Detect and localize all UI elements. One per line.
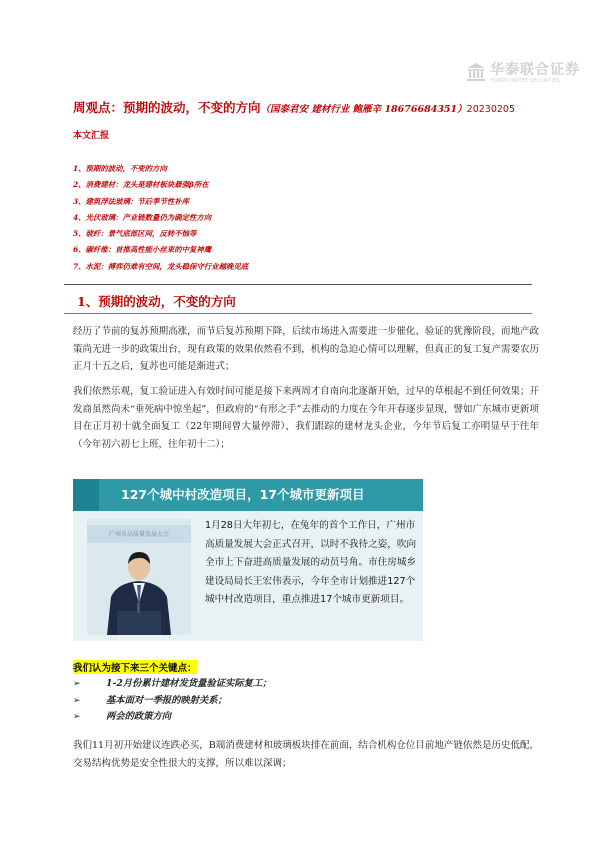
logo-cn-name: 华泰联合证券 xyxy=(490,62,580,78)
title-meta: （国泰君安 建材行业 鲍雁辛 18676684351） xyxy=(260,104,467,115)
key-point-text: 两会的政策方向 xyxy=(106,711,172,722)
news-image xyxy=(73,479,423,641)
key-points-list xyxy=(73,676,272,726)
table-of-contents xyxy=(73,161,248,275)
title-main: 周观点：预期的波动，不变的方向 xyxy=(73,100,261,115)
list-item xyxy=(73,693,272,710)
paragraph: 我们11月初开始建议连跌必买，B端消费建材和玻璃板块排在前面，结合机构仓位目前地产链依然是历史低配，交易结构优势是安全性很大的支撑，所以难以深调； xyxy=(73,740,539,769)
bank-building-icon xyxy=(466,62,486,82)
toc-item[interactable]: 5、玻纤：景气底部区间，反转不恼等 xyxy=(73,229,197,239)
toc-item[interactable]: 1、预期的波动，不变的方向 xyxy=(73,164,167,173)
banner-accent xyxy=(73,479,99,511)
arrow-bullet-icon: ➢ xyxy=(73,679,81,689)
logo-en-name: HUATAI UNITED SECURITIES xyxy=(490,78,560,84)
toc-item[interactable]: 3、建筑浮法玻璃：节后季节性补库 xyxy=(73,196,190,206)
key-points-heading: 我们认为接下来三个关键点： xyxy=(73,660,197,674)
paragraph: 经历了节前的复苏预期高涨，而节后复苏预期下降，后续市场进入需要进一步催化、验证的犹豫阶段，而地产政策尚无进一步的政策出台，现有政策的效果依然看不到，机构的急迫心情可以理解，但真正的复工复产需要农历正月十五之后，复苏也可能是渐进式； xyxy=(73,326,539,372)
key-point-text: 基本面对一季报的映射关系； xyxy=(106,694,227,706)
image-caption: 1月28日大年初七，在兔年的首个工作日，广州市高质量发展大会正式召开，以时不我待之姿，吹向全市上下奋进高质量发展的动员号角。市住房城乡建设局局长王宏伟表示，今年全市计划推进127个城中村改造项目，重点推进17个城市更新项目。 xyxy=(205,520,417,606)
list-item xyxy=(73,676,272,693)
toc-item[interactable]: 2、消费建材：龙头是建材板块最强β所在 xyxy=(73,180,209,190)
speaker-illustration xyxy=(87,519,191,635)
toc-item[interactable]: 6、碳纤维：首推高性能小丝束的中复神鹰 xyxy=(73,245,212,255)
list-item xyxy=(73,709,272,726)
backdrop-text: 广州市高质量发展大会 xyxy=(108,531,170,538)
section-heading: 1、预期的波动，不变的方向 xyxy=(77,294,236,309)
arrow-bullet-icon: ➢ xyxy=(73,712,81,722)
paragraph: 我们依然乐观，复工验证进入有效时间可能是接下来两周才自南向北逐渐开始，过早的草根起不到任何效果；开发商虽然尚未“垂死病中惊坐起”，但政府的“有形之手”去推动的力度在今年开春逐步显现，譬如广东城市更新项目在正月初十就全面复工（22年期间曾大量停滞），我们跟踪的建材龙头企业，今年节后复工亦明显早于往年（今年初六初七上班，往年初十二）； xyxy=(73,386,539,450)
divider xyxy=(64,313,532,314)
key-point-text: 1-2月份累计建材发货量验证实际复工； xyxy=(106,678,272,689)
arrow-bullet-icon: ➢ xyxy=(73,695,81,706)
summary-heading: 本文汇报 xyxy=(73,131,110,141)
toc-item[interactable]: 4、光伏玻璃：产业链数量仍为确定性方向 xyxy=(73,212,212,222)
brand-logo xyxy=(466,56,581,88)
page-title xyxy=(73,97,573,116)
banner-title: 127个城中村改造项目，17个城市更新项目 xyxy=(121,487,365,502)
divider xyxy=(64,284,532,285)
speaker-photo xyxy=(87,519,191,635)
title-date: 20230205 xyxy=(466,104,516,115)
toc-item[interactable]: 7、水泥：搏弈仍难有空间，龙头稳保守行业越晚见底 xyxy=(73,261,249,271)
